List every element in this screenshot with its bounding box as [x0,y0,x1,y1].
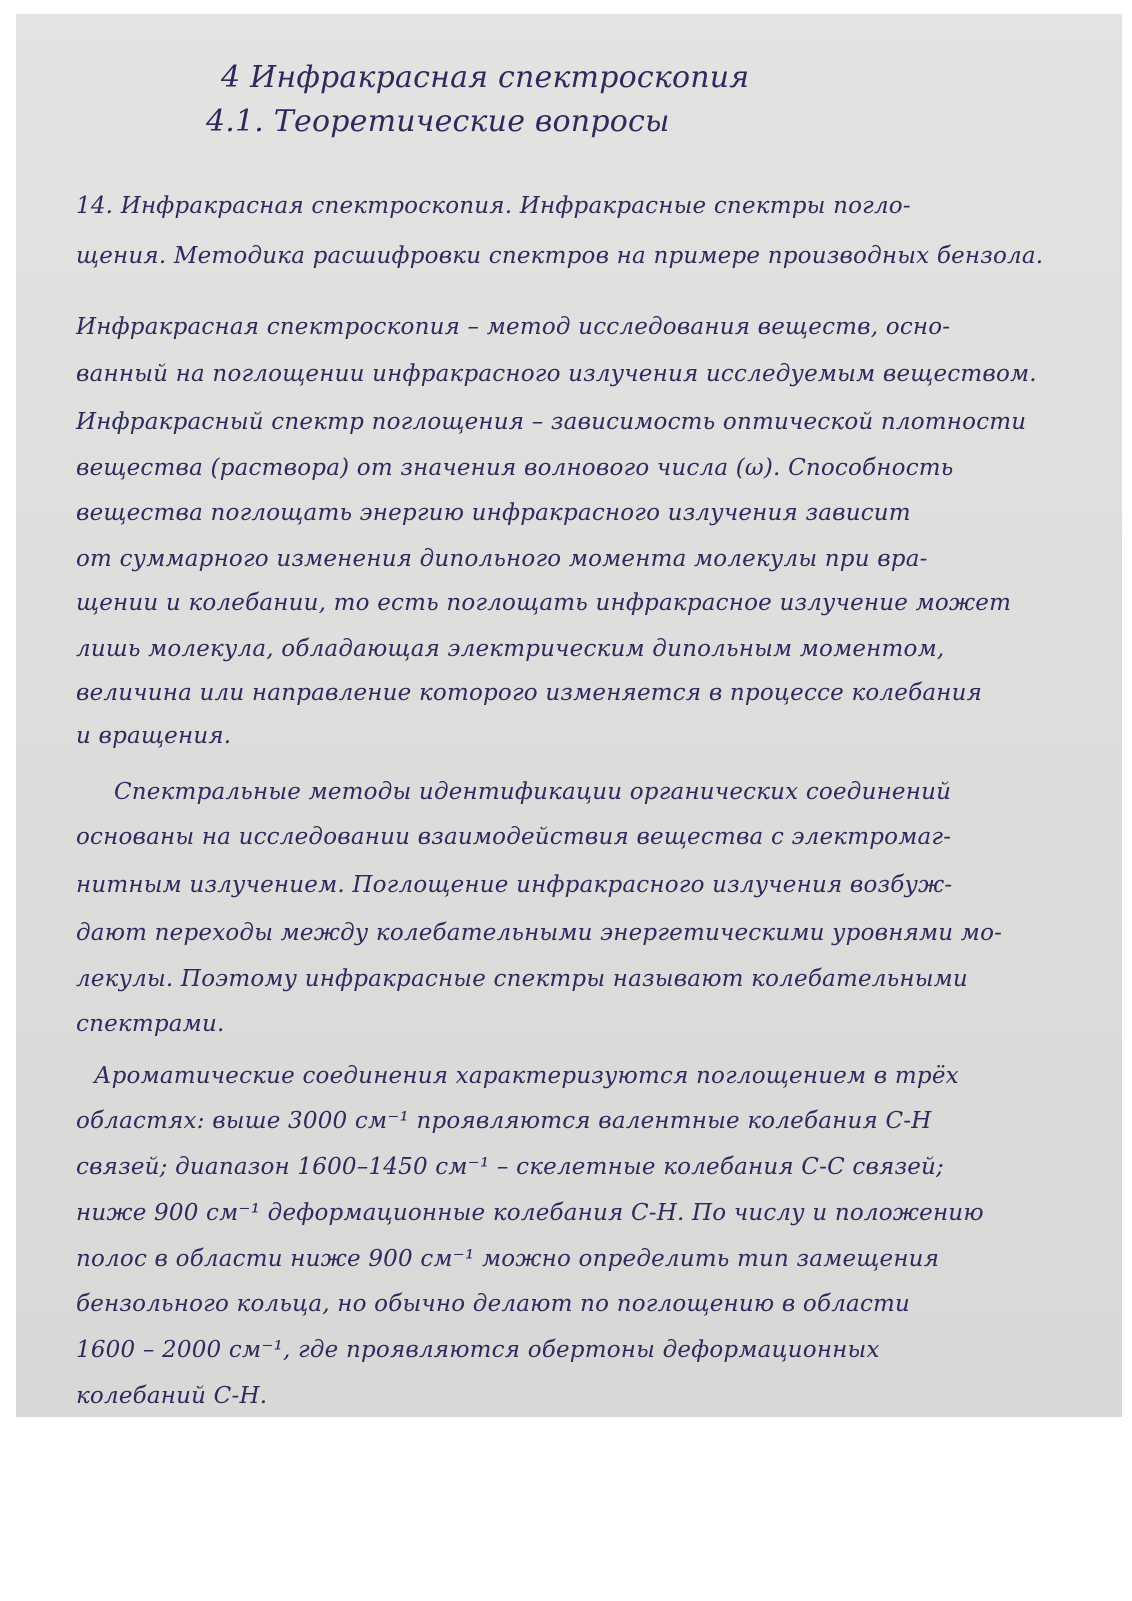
question-line-1: 14. Инфракрасная спектроскопия. Инфракрасные спектры погло- [76,193,911,220]
paragraph-1-line-1: Инфракрасная спектроскопия – метод исследования веществ, осно- [76,313,951,340]
paragraph-3-line-8: колебаний C-H. [76,1383,268,1409]
section-heading: 4.1. Теоретические вопросы [206,103,670,139]
paragraph-1-line-10: и вращения. [76,723,232,750]
paragraph-2-line-1: Спектральные методы идентификации органических соединений [114,778,952,805]
paragraph-3-line-3: связей; диапазон 1600–1450 см⁻¹ – скелетные колебания C-C связей; [76,1154,944,1181]
paragraph-3-line-7: 1600 – 2000 см⁻¹, где проявляются обертоны деформационных [76,1337,880,1364]
paragraph-2-line-2: основаны на исследовании взаимодействия вещества с электромаг- [76,824,952,851]
paragraph-1-line-8: лишь молекула, обладающая электрическим дипольным моментом, [76,635,945,662]
paragraph-3-line-6: бензольного кольца, но обычно делают по поглощению в области [76,1291,911,1318]
paragraph-1-line-3: Инфракрасный спектр поглощения – зависимость оптической плотности [76,408,1027,435]
paragraph-2-line-3: нитным излучением. Поглощение инфракрасного излучения возбуж- [76,872,953,899]
paragraph-1-line-7: щении и колебании, то есть поглощать инфракрасное излучение может [76,589,1012,616]
paragraph-3-line-5: полос в области ниже 900 см⁻¹ можно определить тип замещения [76,1245,940,1272]
paragraph-3-line-2: областях: выше 3000 см⁻¹ проявляются валентные колебания C-H [76,1108,932,1135]
paragraph-2-line-4: дают переходы между колебательными энергетическими уровнями мо- [76,919,1003,946]
handwritten-sheet [16,14,1122,1417]
paragraph-3-line-1: Ароматические соединения характеризуются поглощением в трёх [94,1062,959,1089]
paragraph-1-line-2: ванный на поглощении инфракрасного излучения исследуемым веществом. [76,361,1037,388]
paragraph-3-line-4: ниже 900 см⁻¹ деформационные колебания C-H. По числу и положению [76,1199,984,1226]
paragraph-2-line-6: спектрами. [76,1011,225,1038]
paragraph-1-line-6: от суммарного изменения дипольного момента молекулы при вра- [76,546,928,573]
paragraph-2-line-5: лекулы. Поэтому инфракрасные спектры называют колебательными [76,965,968,992]
paragraph-1-line-9: величина или направление которого изменяется в процессе колебания [76,679,983,706]
paragraph-1-line-5: вещества поглощать энергию инфракрасного излучения зависит [76,500,911,527]
paragraph-1-line-4: вещества (раствора) от значения волнового числа (ω). Способность [76,454,954,481]
question-line-2: щения. Методика расшифровки спектров на примере производных бензола. [76,243,1044,269]
chapter-heading: 4 Инфракрасная спектроскопия [221,60,750,95]
